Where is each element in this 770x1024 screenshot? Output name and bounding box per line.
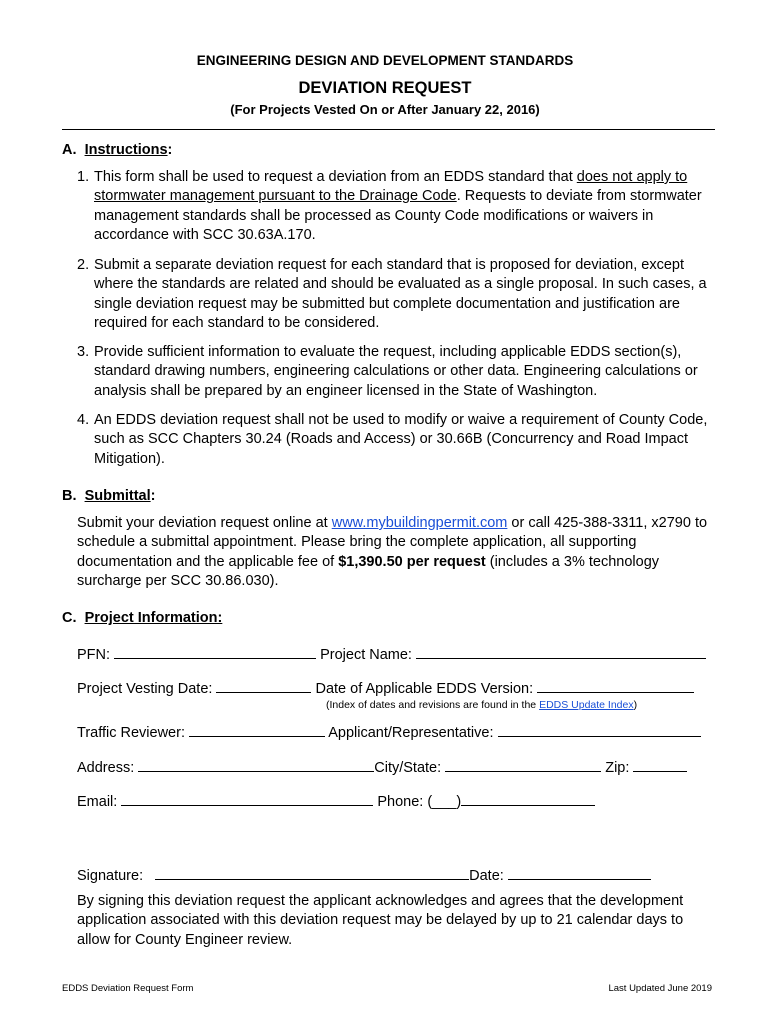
section-a-letter: A. — [62, 142, 77, 158]
section-c-title: Project Information: — [84, 610, 223, 626]
section-a-heading: A. Instructions: — [62, 142, 173, 158]
header-divider — [62, 129, 715, 130]
signature-label: Signature: — [77, 868, 144, 884]
traffic-reviewer-field[interactable] — [189, 723, 325, 737]
pfn-field[interactable] — [114, 645, 316, 659]
city-state-field[interactable] — [445, 758, 601, 772]
email-field[interactable] — [121, 792, 373, 806]
section-b-heading: B. Submittal: — [62, 488, 156, 504]
email-row — [77, 792, 595, 810]
signature-field[interactable] — [155, 866, 469, 880]
acknowledgement-paragraph: By signing this deviation request the applicant acknowledges and agrees that the development application associated with this deviation request may be delayed by up to 21 calendar days to allow for County Engineer review. — [77, 893, 684, 948]
pfn-row — [77, 645, 706, 663]
fee-amount: $1,390.50 per request — [338, 553, 486, 570]
instruction-item-4: 4. An EDDS deviation request shall not be used to modify or waive a requirement of County Code, such as SCC Chapters 30.24 (Roads and Access) or 30.66B (Concurrency and Road Impact Mitigation). — [77, 412, 708, 467]
project-name-field[interactable] — [416, 645, 706, 659]
address-field[interactable] — [138, 758, 374, 772]
email-label: Email: — [77, 794, 118, 810]
footer-form-name: EDDS Deviation Request Form — [62, 983, 194, 994]
edds-version-label: Date of Applicable EDDS Version: — [315, 681, 534, 697]
mybuildingpermit-link[interactable]: www.mybuildingpermit.com — [331, 515, 508, 531]
applicant-label: Applicant/Representative: — [328, 725, 494, 741]
submittal-paragraph: Submit your deviation request online at www.mybuildingpermit.com or call 425-388-3311, x2790 to schedule a submittal appointment. Please bring the complete application, all supporting documentation and the applicable fee of $1,390.50 per request (includes a 3% technology surcharge per SCC 30.86.030). — [77, 515, 708, 589]
section-a-title: Instructions — [84, 142, 168, 158]
phone-field[interactable] — [461, 792, 595, 806]
section-c-heading: C. Project Information: — [62, 610, 223, 626]
vesting-date-field[interactable] — [216, 679, 311, 693]
instruction-item-2: 2. Submit a separate deviation request for each standard that is proposed for deviation, except where the standards are related and should be evaluated as a single proposal. In such cases, a single deviation request may be submitted but complete documentation and justification are required for each standard to be considered. — [77, 257, 707, 331]
date-field[interactable] — [508, 866, 651, 880]
city-state-label: City/State: — [374, 760, 442, 776]
edds-version-field[interactable] — [537, 679, 694, 693]
footer-updated: Last Updated June 2019 — [608, 983, 712, 994]
signature-row — [77, 866, 651, 884]
instruction-item-1: 1. This form shall be used to request a deviation from an EDDS standard that does not apply to stormwater management pursuant to the Drainage Code. Requests to deviate from stormwater management standards shall be processed as County Code modifications or waivers in accordance with SCC 30.63A.170. — [77, 169, 702, 243]
date-label: Date: — [469, 868, 504, 884]
address-row — [77, 758, 687, 776]
edds-update-index-link[interactable]: EDDS Update Index — [539, 699, 634, 711]
reviewer-row — [77, 723, 701, 741]
vesting-row — [77, 679, 694, 697]
address-label: Address: — [77, 760, 135, 776]
form-subtitle: (For Projects Vested On or After January 22, 2016) — [230, 102, 540, 117]
zip-label: Zip: — [605, 760, 630, 776]
vesting-date-label: Project Vesting Date: — [77, 681, 213, 697]
phone-label: Phone: (___) — [377, 794, 462, 810]
pfn-label: PFN: — [77, 647, 111, 663]
section-b-title: Submittal — [84, 488, 151, 504]
edds-index-note: (Index of dates and revisions are found in the EDDS Update Index) — [326, 699, 638, 711]
zip-field[interactable] — [633, 758, 687, 772]
instruction-item-3: 3. Provide sufficient information to evaluate the request, including applicable EDDS section(s), standard drawing numbers, engineering calculations or other data. Engineering calculations or analysis shall be prepared by an engineer licensed in the State of Washington. — [77, 344, 698, 399]
form-title: DEVIATION REQUEST — [298, 79, 472, 97]
project-name-label: Project Name: — [320, 647, 412, 663]
form-header-title: ENGINEERING DESIGN AND DEVELOPMENT STANDARDS — [196, 53, 574, 68]
applicant-field[interactable] — [498, 723, 701, 737]
traffic-reviewer-label: Traffic Reviewer: — [77, 725, 185, 741]
